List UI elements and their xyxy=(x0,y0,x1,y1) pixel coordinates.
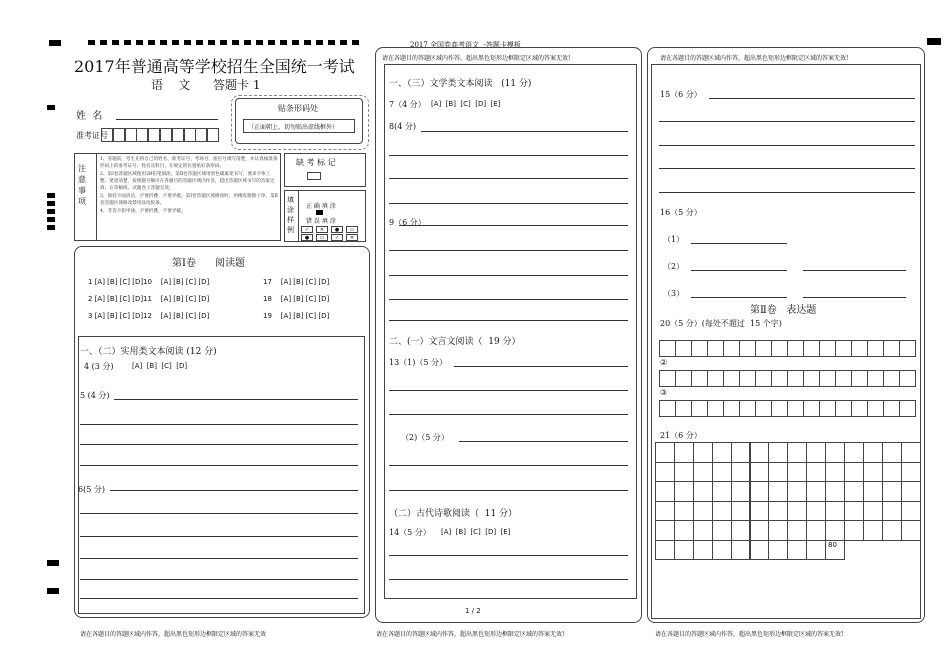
id-digit-box[interactable] xyxy=(113,128,125,142)
answer-line[interactable] xyxy=(389,320,628,321)
writing-cell[interactable] xyxy=(731,442,751,463)
wrong-fill-sample-icon: ✕ xyxy=(316,226,328,233)
answer-line[interactable] xyxy=(659,192,915,193)
timing-mark xyxy=(112,40,119,45)
timing-mark xyxy=(100,40,107,45)
writing-cell[interactable] xyxy=(771,400,788,417)
writing-cell[interactable] xyxy=(863,462,883,483)
notes-items xyxy=(100,156,278,216)
writing-cell[interactable] xyxy=(655,501,675,522)
writing-cell[interactable] xyxy=(655,520,675,541)
writing-cell[interactable] xyxy=(867,400,884,417)
writing-cell[interactable] xyxy=(750,540,770,561)
q8-label: 8(4 分) xyxy=(389,122,416,131)
timing-mark-row xyxy=(88,40,363,46)
mc-answer-row[interactable]: 10 [A] [B] [C] [D] xyxy=(143,278,210,286)
writing-cell[interactable] xyxy=(882,442,902,463)
timing-mark xyxy=(352,40,359,45)
writing-cell[interactable] xyxy=(787,442,807,463)
answer-line[interactable] xyxy=(80,536,358,537)
writing-cell[interactable] xyxy=(712,501,732,522)
writing-cell[interactable] xyxy=(712,442,732,463)
writing-cell[interactable] xyxy=(901,442,921,463)
fill-label-char: 填 xyxy=(287,196,294,204)
timing-mark-column xyxy=(47,193,55,233)
footer-middle: 请在各题目的答题区域内作答，超出黑色矩形边框限定区域的答案无效! xyxy=(376,631,565,638)
answer-line[interactable] xyxy=(80,513,358,514)
writing-cell[interactable] xyxy=(882,520,902,541)
writing-cell[interactable] xyxy=(844,501,864,522)
writing-cell[interactable] xyxy=(771,340,788,357)
writing-cell[interactable] xyxy=(819,370,836,387)
wrong-fill-sample-icon: ● xyxy=(301,234,313,241)
timing-mark xyxy=(232,40,239,45)
q16-part-3: （3） xyxy=(663,289,685,298)
answer-line[interactable] xyxy=(691,270,787,271)
timing-mark xyxy=(304,40,311,45)
writing-cell[interactable] xyxy=(693,501,713,522)
notes-divider xyxy=(96,153,97,241)
writing-cell[interactable] xyxy=(731,520,751,541)
writing-cell[interactable] xyxy=(901,462,921,483)
writing-cell[interactable] xyxy=(825,481,845,502)
answer-line[interactable] xyxy=(389,555,628,556)
fill-wrong-label: 错 误 填 涂 xyxy=(306,218,336,225)
q5-label: 5 (4 分) xyxy=(80,391,110,400)
timing-mark xyxy=(148,40,155,45)
mc-answer-row[interactable]: 18 [A] [B] [C] [D] xyxy=(263,295,330,303)
writing-cell[interactable] xyxy=(731,462,751,483)
id-digit-box[interactable] xyxy=(184,128,196,142)
writing-cell[interactable] xyxy=(739,400,756,417)
writing-cell[interactable] xyxy=(750,462,770,483)
writing-cell[interactable] xyxy=(750,442,770,463)
writing-cell[interactable] xyxy=(899,340,916,357)
writing-cell[interactable] xyxy=(674,501,694,522)
classical-title: 二、(一）文言文阅读（ 19 分） xyxy=(389,337,521,347)
writing-cell[interactable] xyxy=(806,462,826,483)
q14-label: 14（5 分） xyxy=(389,528,431,537)
writing-cell[interactable] xyxy=(883,340,900,357)
q4-options[interactable]: [A] [B] [C] [D] xyxy=(132,362,188,370)
notes-label-char: 项 xyxy=(78,197,86,206)
timing-mark xyxy=(256,40,263,45)
name-field[interactable] xyxy=(116,119,218,120)
writing-cell[interactable] xyxy=(825,520,845,541)
mc-answer-row[interactable]: 17 [A] [B] [C] [D] xyxy=(263,278,330,286)
literary-title: 一、（三）文学类文本阅读 (11 分) xyxy=(389,79,532,89)
answer-line[interactable] xyxy=(709,98,915,99)
answer-line[interactable] xyxy=(389,203,628,204)
page-number: 1 / 2 xyxy=(465,607,481,615)
writing-cell[interactable] xyxy=(803,340,820,357)
id-digit-box[interactable] xyxy=(172,128,184,142)
timing-mark xyxy=(208,40,215,45)
writing-cell[interactable] xyxy=(750,481,770,502)
timing-mark xyxy=(196,40,203,45)
writing-cell[interactable] xyxy=(731,481,751,502)
timing-mark xyxy=(124,40,131,45)
timing-mark xyxy=(47,201,55,206)
writing-cell[interactable] xyxy=(844,520,864,541)
fill-correct-label: 正 确 填 涂 xyxy=(306,203,336,210)
answer-line[interactable] xyxy=(691,243,787,244)
writing-cell[interactable] xyxy=(819,340,836,357)
writing-cell[interactable] xyxy=(655,481,675,502)
right-warning: 请在各题目的答题区域内作答，超出黑色矩形边框限定区域的答案无效! xyxy=(660,55,849,62)
answer-line[interactable] xyxy=(389,275,628,276)
writing-cell[interactable] xyxy=(674,540,694,561)
poetry-title: （二）古代诗歌阅读（ 11 分） xyxy=(389,509,518,519)
writing-cell[interactable] xyxy=(867,370,884,387)
id-digit-box[interactable] xyxy=(101,128,113,142)
writing-cell[interactable] xyxy=(712,520,732,541)
id-digit-box[interactable] xyxy=(148,128,160,142)
q21-label: 21（6 分） xyxy=(660,431,702,440)
answer-line[interactable] xyxy=(80,579,358,580)
writing-cell[interactable] xyxy=(851,370,868,387)
writing-cell[interactable] xyxy=(691,400,708,417)
notes-item: 2、第Ⅰ卷答题区域使用2B铅笔填涂，第Ⅱ卷答题区域用黑色碳素笔书写，要求字体工整、笔迹清楚，按照题号顺序在各题目的答题区域内作答，超出答题区域书写的答案无效；在草稿纸、试题卷上答题无效。 xyxy=(100,172,275,191)
mc-answer-grid xyxy=(88,278,358,328)
writing-cell[interactable] xyxy=(768,442,788,463)
timing-mark xyxy=(340,40,347,45)
answer-line[interactable] xyxy=(80,424,358,425)
position-mark-bottom-2 xyxy=(47,588,59,594)
writing-cell[interactable] xyxy=(655,442,675,463)
q21-char-count: 80 xyxy=(828,541,837,549)
absent-label: 缺 考 标 记 xyxy=(296,158,336,167)
writing-cell[interactable] xyxy=(693,442,713,463)
timing-mark xyxy=(244,40,251,45)
writing-cell[interactable] xyxy=(723,340,740,357)
q16-label: 16（5 分） xyxy=(660,208,702,217)
wrong-fill-sample-icon: ▭ xyxy=(346,226,358,233)
wrong-fill-sample-icon: ▭ xyxy=(316,234,328,241)
answer-line[interactable] xyxy=(803,297,906,298)
writing-cell[interactable] xyxy=(768,540,788,561)
writing-cell[interactable] xyxy=(712,462,732,483)
writing-cell[interactable] xyxy=(851,400,868,417)
writing-cell[interactable] xyxy=(806,501,826,522)
writing-cell[interactable] xyxy=(771,370,788,387)
writing-cell[interactable] xyxy=(787,400,804,417)
section2-title: 第Ⅱ卷 表达题 xyxy=(750,305,817,316)
q14-options[interactable]: [A] [B] [C] [D] [E] xyxy=(441,528,511,536)
timing-mark xyxy=(88,40,95,45)
id-digit-box[interactable] xyxy=(207,128,219,142)
answer-line[interactable] xyxy=(80,558,358,559)
writing-cell[interactable] xyxy=(755,340,772,357)
answer-line[interactable] xyxy=(389,579,628,580)
writing-cell[interactable] xyxy=(675,370,692,387)
answer-line[interactable] xyxy=(659,145,915,146)
answer-line[interactable] xyxy=(389,155,628,156)
writing-cell[interactable] xyxy=(723,400,740,417)
writing-cell[interactable] xyxy=(707,340,724,357)
writing-cell[interactable] xyxy=(768,520,788,541)
answer-line[interactable] xyxy=(389,390,628,391)
writing-cell[interactable] xyxy=(844,442,864,463)
writing-cell[interactable] xyxy=(901,501,921,522)
id-label: 准考证号 xyxy=(76,131,108,140)
answer-line[interactable] xyxy=(659,121,915,122)
notes-label-char: 事 xyxy=(78,186,86,195)
q7-options[interactable]: [A] [B] [C] [D] [E] xyxy=(431,100,501,108)
timing-mark xyxy=(184,40,191,45)
writing-cell[interactable] xyxy=(844,481,864,502)
writing-cell[interactable] xyxy=(739,370,756,387)
writing-cell[interactable] xyxy=(806,540,826,561)
q20-mark-2: ② xyxy=(660,358,668,367)
wrong-fill-sample-icon: ✓ xyxy=(301,226,313,233)
timing-mark xyxy=(328,40,335,45)
writing-cell[interactable] xyxy=(863,501,883,522)
writing-cell[interactable] xyxy=(835,370,852,387)
writing-cell[interactable] xyxy=(693,520,713,541)
writing-cell[interactable] xyxy=(693,462,713,483)
mid-title: 2017 全国卷高考语文 -答题卡模板 xyxy=(410,41,521,49)
answer-line[interactable] xyxy=(110,490,358,491)
writing-cell[interactable] xyxy=(739,340,756,357)
writing-cell[interactable] xyxy=(691,340,708,357)
writing-cell[interactable] xyxy=(755,400,772,417)
answer-line[interactable] xyxy=(803,270,906,271)
q20-label: 20（5 分）(每处不超过 15 个字) xyxy=(660,319,782,328)
barcode-title: 贴条形码处 xyxy=(278,104,318,113)
practical-frame xyxy=(78,336,365,614)
writing-cell[interactable] xyxy=(863,520,883,541)
writing-cell[interactable] xyxy=(899,400,916,417)
mc-answer-row[interactable]: 3 [A] [B] [C] [D] xyxy=(88,312,144,320)
fill-label-char: 样 xyxy=(287,216,294,224)
writing-cell[interactable] xyxy=(659,400,676,417)
q15-label: 15（6 分） xyxy=(660,90,702,99)
answer-line[interactable] xyxy=(459,441,628,442)
writing-cell[interactable] xyxy=(825,462,845,483)
writing-cell[interactable] xyxy=(901,520,921,541)
q16-part-1: （1） xyxy=(663,235,685,244)
writing-cell[interactable] xyxy=(768,481,788,502)
writing-cell[interactable] xyxy=(768,462,788,483)
id-digit-box[interactable] xyxy=(195,128,207,142)
answer-line[interactable] xyxy=(389,490,628,491)
q13-2-label: （2)（5 分） xyxy=(401,433,449,442)
writing-cell[interactable] xyxy=(787,462,807,483)
id-digit-box[interactable] xyxy=(136,128,148,142)
writing-cell[interactable] xyxy=(899,370,916,387)
writing-cell[interactable] xyxy=(655,462,675,483)
writing-cell[interactable] xyxy=(825,501,845,522)
q4-label: 4 (3 分) xyxy=(84,362,114,371)
timing-mark xyxy=(136,40,143,45)
answer-line[interactable] xyxy=(389,414,628,415)
mc-answer-row[interactable]: 1 [A] [B] [C] [D] xyxy=(88,278,144,286)
writing-cell[interactable] xyxy=(883,370,900,387)
writing-cell[interactable] xyxy=(674,462,694,483)
writing-cell[interactable] xyxy=(675,340,692,357)
writing-cell[interactable] xyxy=(882,501,902,522)
q6-label: 6(5 分) xyxy=(78,485,105,494)
absent-checkbox[interactable] xyxy=(307,172,321,180)
timing-mark xyxy=(280,40,287,45)
notes-item: 4、非答卡指甲油、不要折叠、不要弄破。 xyxy=(100,209,186,214)
wrong-fill-sample-icon: ✓ xyxy=(331,234,343,241)
subject-label: 语 文 xyxy=(151,78,191,92)
timing-mark xyxy=(47,209,55,214)
writing-cell[interactable] xyxy=(674,442,694,463)
timing-mark xyxy=(47,225,55,230)
middle-warning: 请在各题目的答题区域内作答，超出黑色矩形边框限定区域的答案无效! xyxy=(382,55,571,62)
mc-answer-row[interactable]: 11 [A] [B] [C] [D] xyxy=(143,295,210,303)
writing-cell[interactable] xyxy=(659,340,676,357)
answer-line[interactable] xyxy=(421,131,628,132)
writing-cell[interactable] xyxy=(787,481,807,502)
writing-cell[interactable] xyxy=(835,340,852,357)
answer-line[interactable] xyxy=(389,178,628,179)
barcode-note: （正面朝上，切勿贴出虚线框外） xyxy=(248,124,339,131)
writing-cell[interactable] xyxy=(755,370,772,387)
position-mark-top-left xyxy=(49,40,61,46)
name-label: 姓 名 xyxy=(76,111,103,122)
answer-line[interactable] xyxy=(659,168,915,169)
writing-cell[interactable] xyxy=(803,400,820,417)
q7-label: 7（4 分） xyxy=(389,100,426,109)
writing-cell[interactable] xyxy=(674,520,694,541)
section1-title: 第Ⅰ卷 阅读题 xyxy=(172,258,246,269)
q20-mark-3: ③ xyxy=(660,388,668,397)
answer-line[interactable] xyxy=(389,299,628,300)
writing-cell[interactable] xyxy=(750,520,770,541)
fill-correct-sample xyxy=(316,210,323,215)
writing-cell[interactable] xyxy=(806,520,826,541)
answer-line[interactable] xyxy=(691,297,787,298)
writing-cell[interactable] xyxy=(768,501,788,522)
writing-cell[interactable] xyxy=(693,540,713,561)
writing-cell[interactable] xyxy=(712,540,732,561)
notes-label-char: 意 xyxy=(78,175,86,184)
writing-cell[interactable] xyxy=(851,340,868,357)
footer-left: 请在各题目的答题区域内作答，超出黑色矩形边框限定区域的答案无效 xyxy=(80,631,267,638)
notes-item: 3、保持卡面清洁，不要折叠、不要弄破，第Ⅰ卷答题区域修改时，用橡皮擦擦干净，第Ⅱ卷答题区域修改禁用涂改胶条。 xyxy=(100,194,278,206)
answer-line[interactable] xyxy=(80,598,358,599)
practical-title: 一、（二）实用类文本阅读 (12 分) xyxy=(80,347,217,357)
q13-1-label: 13（1)（5 分） xyxy=(389,358,448,367)
notes-label-char: 注 xyxy=(78,164,86,173)
fill-example-divider xyxy=(298,190,299,242)
id-digit-box[interactable] xyxy=(125,128,137,142)
writing-cell[interactable] xyxy=(787,370,804,387)
card-title: 答题卡 1 xyxy=(213,78,261,92)
writing-cell[interactable] xyxy=(731,540,751,561)
position-mark-left-1 xyxy=(47,105,55,110)
writing-cell[interactable] xyxy=(844,462,864,483)
notes-item: 1、答题前，考生先将自己的姓名、准考证号、考场号、座位号填写清楚，并认真核准条形码上的准考证号、姓名及科目，在规定的位置贴好条形码。 xyxy=(100,157,278,169)
timing-mark xyxy=(160,40,167,45)
timing-mark xyxy=(47,217,55,222)
footer-right: 请在各题目的答题区域内作答，超出黑色矩形边框限定区域的答案无效! xyxy=(655,631,844,638)
id-digit-box[interactable] xyxy=(160,128,172,142)
answer-line[interactable] xyxy=(454,366,628,367)
writing-cell[interactable] xyxy=(723,370,740,387)
exam-title: 2017年普通高等学校招生全国统一考试 xyxy=(74,57,355,76)
id-number-boxes[interactable] xyxy=(101,128,219,142)
timing-mark xyxy=(316,40,323,45)
writing-cell[interactable] xyxy=(731,501,751,522)
q9-label: 9（6 分） xyxy=(389,218,426,227)
writing-cell[interactable] xyxy=(803,370,820,387)
mc-answer-row[interactable]: 2 [A] [B] [C] [D] xyxy=(88,295,144,303)
writing-cell[interactable] xyxy=(691,370,708,387)
writing-cell[interactable] xyxy=(901,481,921,502)
answer-line[interactable] xyxy=(389,465,628,466)
answer-line[interactable] xyxy=(114,399,358,400)
writing-cell[interactable] xyxy=(659,370,676,387)
answer-line[interactable] xyxy=(389,250,628,251)
timing-mark xyxy=(47,193,55,198)
writing-cell[interactable] xyxy=(867,340,884,357)
writing-cell[interactable] xyxy=(835,400,852,417)
writing-cell[interactable] xyxy=(674,481,694,502)
fill-wrong-samples xyxy=(301,226,363,240)
fill-label-char: 涂 xyxy=(287,206,294,214)
position-mark-top-right xyxy=(927,38,941,45)
writing-cell[interactable] xyxy=(750,501,770,522)
timing-mark xyxy=(172,40,179,45)
writing-cell[interactable] xyxy=(693,481,713,502)
timing-mark xyxy=(268,40,275,45)
wrong-fill-sample-icon: ● xyxy=(331,226,343,233)
writing-cell[interactable] xyxy=(825,442,845,463)
writing-cell[interactable] xyxy=(787,501,807,522)
writing-cell[interactable] xyxy=(655,540,675,561)
timing-mark xyxy=(220,40,227,45)
q16-part-2: （2） xyxy=(663,262,685,271)
writing-cell[interactable] xyxy=(882,462,902,483)
writing-cell[interactable] xyxy=(806,442,826,463)
writing-cell[interactable] xyxy=(863,442,883,463)
writing-cell[interactable] xyxy=(787,520,807,541)
answer-line[interactable] xyxy=(399,225,628,226)
writing-cell[interactable] xyxy=(882,481,902,502)
writing-cell[interactable] xyxy=(883,400,900,417)
timing-mark xyxy=(292,40,299,45)
answer-line[interactable] xyxy=(80,465,358,466)
wrong-fill-sample-icon: ✕ xyxy=(346,234,358,241)
writing-cell[interactable] xyxy=(707,400,724,417)
writing-cell[interactable] xyxy=(675,400,692,417)
answer-line[interactable] xyxy=(80,444,358,445)
writing-cell[interactable] xyxy=(806,481,826,502)
writing-cell[interactable] xyxy=(863,481,883,502)
writing-cell[interactable] xyxy=(787,540,807,561)
writing-cell[interactable] xyxy=(707,370,724,387)
writing-cell[interactable] xyxy=(787,340,804,357)
writing-cell[interactable] xyxy=(712,481,732,502)
position-mark-bottom-1 xyxy=(47,560,59,566)
writing-cell[interactable] xyxy=(819,400,836,417)
mc-answer-row[interactable]: 12 [A] [B] [C] [D] xyxy=(143,312,210,320)
mc-answer-row[interactable]: 19 [A] [B] [C] [D] xyxy=(263,312,330,320)
fill-label-char: 例 xyxy=(287,226,294,234)
